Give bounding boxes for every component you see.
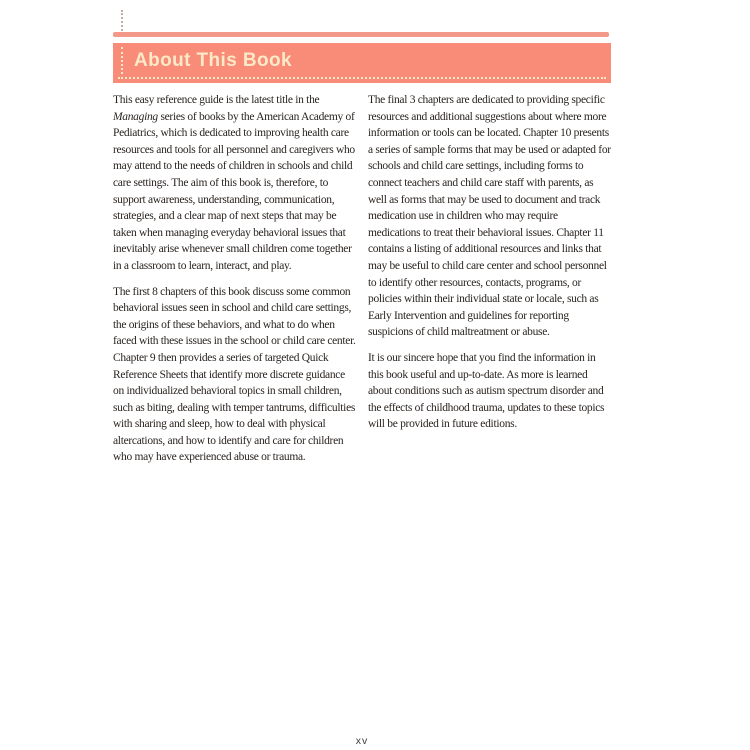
right-column [368,92,611,475]
page-number: xv [355,735,369,747]
page-title: About This Book [134,50,292,71]
dotted-rule-vertical-decoration [121,10,123,34]
paragraph-chapters-1-8: The first 8 chapters of this book discuss some common behavioral issues seen in school and child care settings, the origins of these behaviors, and what to do when faced with these issues in the school or child care center. Chapter 9 then provides a series of targeted Quick Reference Sheets that identify more discrete guidance on individualized behavioral topics in small children, such as biting, dealing with temper tantrums, difficulties with sharing and sleep, how to deal with physical altercations, and how to identify and care for children who may have experienced abuse or trauma. [113,285,356,464]
banner-left-dots-decoration [121,47,123,74]
left-column [113,92,356,475]
banner-bottom-dots-decoration [118,77,606,79]
paragraph-closing-hope: It is our sincere hope that you find the information in this book useful and up-to-date. As more is learned about conditions such as autism spectrum disorder and the effects of childhood trauma, updates to these topics will be provided in future editions. [368,351,605,431]
banner-top-rule [113,32,609,37]
paragraph-final-chapters: The final 3 chapters are dedicated to providing specific resources and additional suggestions about where more information or tools can be located. Chapter 10 presents a series of sample forms that may be used or adapted for schools and child care settings, including forms to connect teachers and child care staff with parents, as well as forms that may be used to document and track medication use in children who may require medications to treat their behavioral issues. Chapter 11 contains a listing of additional resources and links that may be useful to child care center and school personnel to identify other resources, contacts, programs, or policies within their individual state or locale, such as Early Intervention and guidelines for reporting suspicions of child maltreatment or abuse. [368,94,611,339]
body-columns [113,92,611,475]
paragraph-intro: This easy reference guide is the latest title in the Managing series of books by the American Academy of Pediatrics, which is dedicated to improving health care resources and tools for all personnel and caregivers who may attend to the needs of children in schools and child care settings. The aim of this book is, therefore, to support awareness, understanding, communication, strategies, and a clear map of next steps that may be taken when managing everyday behavioral issues that inevitably arise whenever small children come together in a classroom to learn, interact, and play. [113,94,355,272]
section-banner [113,43,611,83]
